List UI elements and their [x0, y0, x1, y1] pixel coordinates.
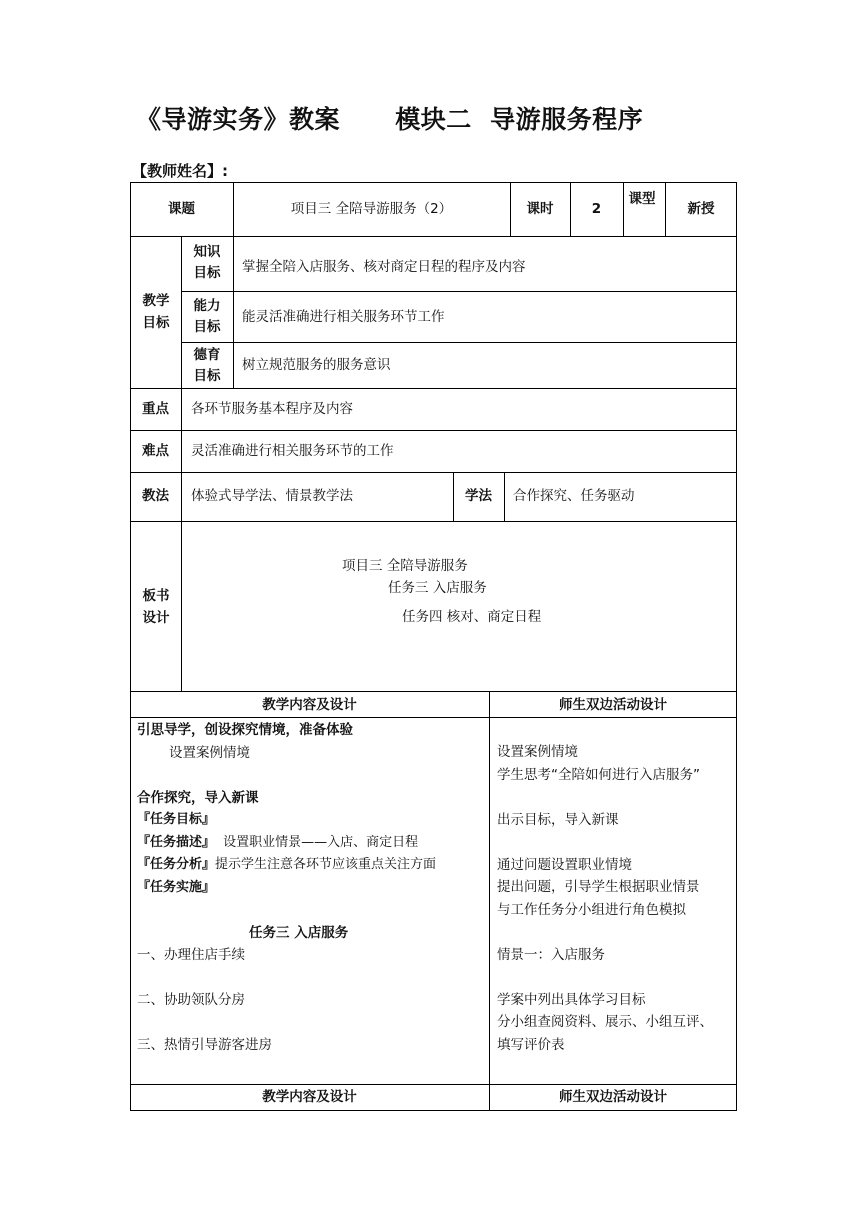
document-title: 《导游实务》教案 模块二 导游服务程序 — [136, 105, 644, 134]
task-desc-text: 设置职业情景——入店、商定日程 — [223, 834, 419, 850]
learning-method-value: 合作探究、任务驱动 — [513, 488, 635, 504]
ability-label: 能力目标 — [193, 298, 221, 335]
activity-6: 与工作任务分小组进行角色模拟 — [497, 901, 686, 918]
teacher-name-label: 【教师姓名】: — [132, 162, 228, 180]
task-analysis-text: 提示学生注意各环节应该重点关注方面 — [215, 857, 437, 872]
key-point-label: 重点 — [142, 401, 169, 417]
teaching-method-label: 教法 — [142, 488, 169, 504]
task-impl: 『任务实施』 — [137, 879, 216, 895]
intro-sub: 设置案例情境 — [169, 744, 250, 761]
task3-title: 任务三 入店服务 — [249, 924, 349, 941]
content-header-left: 教学内容及设计 — [262, 697, 357, 713]
task-desc-row — [137, 832, 485, 855]
difficulty-label: 难点 — [142, 443, 169, 459]
type-value: 新授 — [687, 201, 715, 217]
task-analysis-label: 『任务分析』 — [137, 857, 216, 872]
moral-value: 树立规范服务的服务意识 — [242, 357, 391, 373]
activity-5: 提出问题，引导学生根据职业情景 — [497, 879, 700, 895]
task-goal: 『任务目标』 — [137, 812, 216, 827]
board-line-3: 任务四 核对、商定日程 — [402, 609, 542, 625]
bottom-header-left: 教学内容及设计 — [262, 1089, 357, 1105]
item-1: 一、办理住店手续 — [137, 947, 245, 963]
knowledge-label: 知识目标 — [193, 244, 221, 281]
topic-label: 课题 — [168, 201, 195, 217]
item-3: 三、热情引导游客进房 — [137, 1037, 272, 1053]
teaching-method-value: 体验式导学法、情景教学法 — [191, 488, 353, 504]
content-right — [497, 741, 735, 1056]
hours-label: 课时 — [526, 201, 554, 217]
board-line-1: 项目三 全陪导游服务 — [342, 558, 468, 574]
activity-9: 分小组查阅资料、展示、小组互评、 — [497, 1014, 713, 1030]
content-left — [137, 719, 485, 1057]
knowledge-value: 掌握全陪入店服务、核对商定日程的程序及内容 — [242, 259, 526, 275]
hours-value: 2 — [591, 201, 602, 217]
moral-label: 德育目标 — [193, 347, 221, 384]
task-analysis-row — [137, 854, 485, 877]
activity-8: 学案中列出具体学习目标 — [497, 991, 646, 1008]
difficulty-value: 灵活准确进行相关服务环节的工作 — [191, 443, 394, 459]
activity-3: 出示目标，导入新课 — [497, 811, 619, 828]
activity-2: 学生思考“全陪如何进行入店服务” — [497, 766, 700, 783]
activity-7: 情景一：入店服务 — [497, 946, 605, 963]
intro-title: 引思导学，创设探究情境，准备体验 — [137, 722, 353, 738]
activity-10: 填写评价表 — [497, 1036, 565, 1053]
board-design-label: 板书设计 — [142, 588, 170, 626]
content-header-right: 师生双边活动设计 — [559, 697, 667, 713]
explore-title: 合作探究，导入新课 — [137, 789, 259, 806]
activity-4: 通过问题设置职业情境 — [497, 856, 632, 873]
board-line-2: 任务三 入店服务 — [388, 580, 487, 596]
activity-1: 设置案例情境 — [497, 744, 578, 760]
key-point-value: 各环节服务基本程序及内容 — [191, 401, 353, 417]
topic-value: 项目三 全陪导游服务（2） — [290, 201, 453, 217]
task-desc-label: 『任务描述』 — [137, 834, 216, 850]
objectives-label: 教学目标 — [142, 293, 170, 331]
bottom-header-right: 师生双边活动设计 — [559, 1089, 667, 1105]
type-label: 课型 — [628, 191, 656, 207]
item-2: 二、协助领队分房 — [137, 992, 245, 1008]
ability-value: 能灵活准确进行相关服务环节工作 — [242, 309, 445, 325]
learning-method-label: 学法 — [465, 488, 492, 504]
